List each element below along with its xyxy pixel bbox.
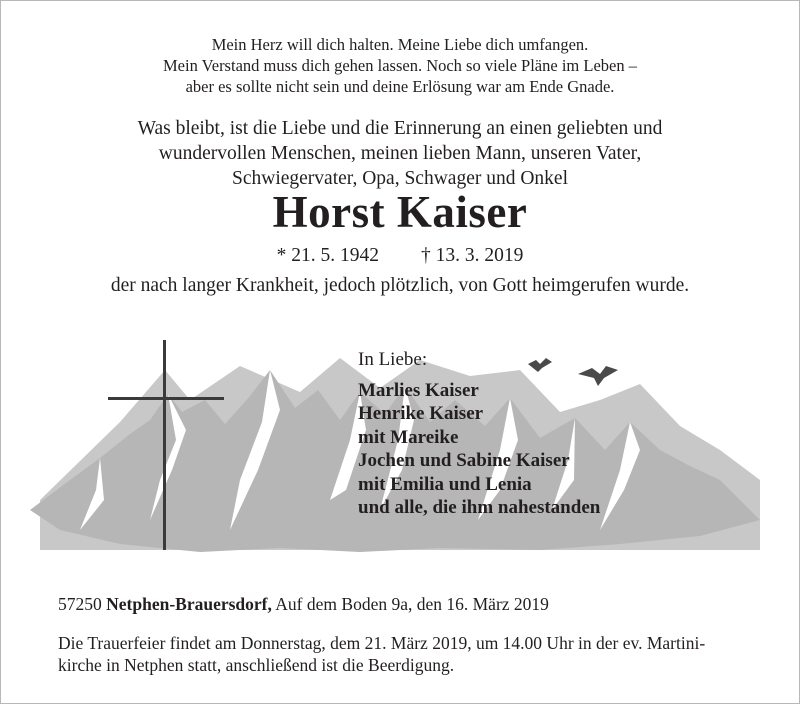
cross-icon — [163, 340, 166, 550]
mourners-block — [358, 348, 600, 520]
mourner-name: mit Mareike — [358, 426, 459, 448]
deceased-name: Horst Kaiser — [272, 187, 528, 237]
street-date: Auf dem Boden 9a, den 16. März 2019 — [275, 594, 549, 614]
mourner-name: Marlies Kaiser — [358, 379, 479, 401]
intro-text — [0, 116, 800, 191]
life-dates — [0, 244, 800, 268]
poem-line: Mein Herz will dich halten. Meine Liebe dich umfangen. — [211, 35, 589, 54]
intro-line: Schwiegervater, Opa, Schwager und Onkel — [231, 168, 569, 189]
service-line: Die Trauerfeier findet am Donnerstag, dem 21. März 2019, um 14.00 Uhr in der ev. Martini- — [58, 633, 706, 653]
service-info — [58, 632, 758, 676]
town: Netphen-Brauersdorf, — [106, 594, 272, 614]
poem-line: Mein Verstand muss dich gehen lassen. Noch so viele Pläne im Leben – — [163, 56, 637, 75]
poem — [0, 34, 800, 97]
mourners-heading: In Liebe: — [358, 349, 428, 370]
mourner-name: und alle, die ihm nahestanden — [358, 497, 601, 518]
mourner-name: Jochen und Sabine Kaiser — [358, 450, 570, 471]
intro-line: Was bleibt, ist die Liebe und die Erinnerung an einen geliebten und — [137, 118, 663, 139]
intro-line: wundervollen Menschen, meinen lieben Mann, unseren Vater, — [158, 143, 642, 164]
poem-line: aber es sollte nicht sein und deine Erlösung war am Ende Gnade. — [185, 77, 615, 96]
death-note: der nach langer Krankheit, jedoch plötzlich, von Gott heimgerufen wurde. — [110, 275, 690, 296]
address-line — [58, 593, 758, 615]
birth-date: * 21. 5. 1942 — [276, 245, 379, 266]
postcode: 57250 — [58, 594, 102, 614]
cross-icon — [108, 397, 224, 400]
service-line: kirche in Netphen statt, anschließend ist die Beerdigung. — [58, 655, 455, 675]
mourner-name: Henrike Kaiser — [358, 403, 484, 424]
mourner-name: mit Emilia und Lenia — [358, 473, 532, 495]
death-date: † 13. 3. 2019 — [421, 245, 524, 266]
